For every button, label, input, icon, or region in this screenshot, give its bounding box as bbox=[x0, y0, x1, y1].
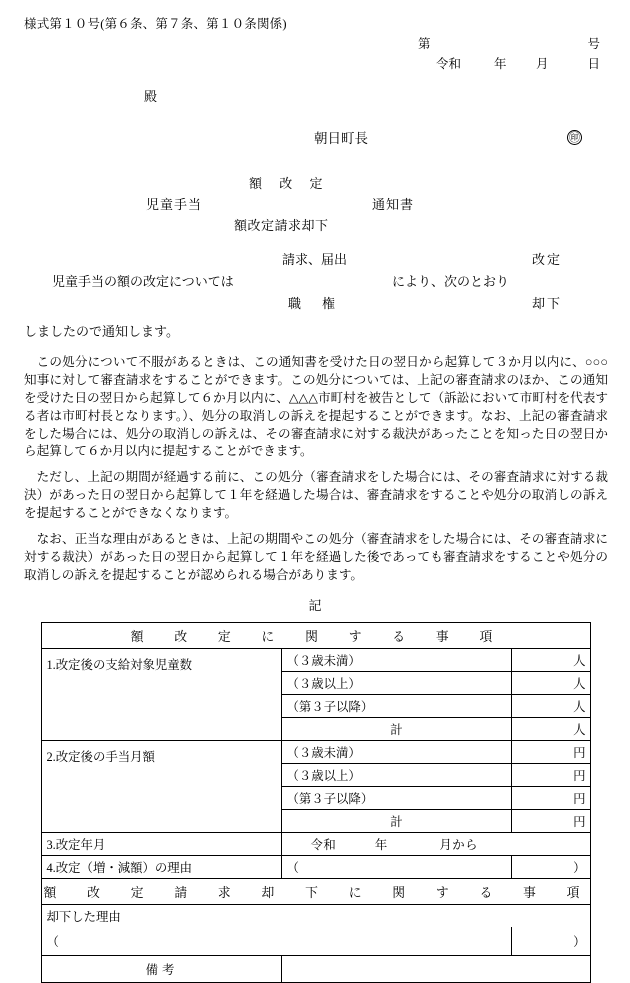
issuer-row bbox=[24, 127, 608, 147]
row6-label: 備考 bbox=[42, 955, 282, 982]
row1-label: 1.改定後の支給対象児童数 bbox=[42, 648, 282, 740]
row2-item-0-name: （３歳未満） bbox=[282, 740, 512, 763]
section1-title: 額 改 定 に 関 す る 事 項 bbox=[42, 622, 590, 648]
row3-label: 3.改定年月 bbox=[42, 832, 282, 855]
addressee: 殿 bbox=[144, 89, 158, 104]
table-row bbox=[42, 622, 590, 648]
table-row bbox=[42, 648, 590, 671]
row2-item-1-name: （３歳以上） bbox=[282, 763, 512, 786]
row2-item-0-unit: 円 bbox=[512, 740, 590, 763]
row4-open-paren: （ bbox=[282, 855, 512, 878]
row2-item-2-unit: 円 bbox=[512, 786, 590, 809]
date-year: 年 bbox=[494, 57, 507, 71]
clause-block bbox=[24, 249, 608, 311]
row5-open-paren: （ bbox=[42, 927, 512, 956]
row1-item-3-unit: 人 bbox=[512, 717, 590, 740]
number-label: 第 bbox=[418, 37, 431, 51]
clause-by: により、次のとおり bbox=[392, 274, 510, 289]
clause-left: 児童手当の額の改定については bbox=[52, 274, 234, 289]
details-table bbox=[41, 622, 590, 983]
row2-label: 2.改定後の手当月額 bbox=[42, 740, 282, 832]
row6-value bbox=[282, 955, 590, 982]
row4-label: 4.改定（増・減額）の理由 bbox=[42, 855, 282, 878]
table-row bbox=[42, 740, 590, 763]
table-row bbox=[42, 878, 590, 904]
seal-icon: ㊞ bbox=[569, 131, 580, 144]
title-right: 通知書 bbox=[372, 197, 415, 212]
row2-item-1-unit: 円 bbox=[512, 763, 590, 786]
table-row bbox=[42, 927, 590, 956]
row1-item-1-unit: 人 bbox=[512, 671, 590, 694]
clause-mid-bottom: 職 権 bbox=[288, 296, 340, 311]
document-title bbox=[24, 173, 608, 235]
date-era: 令和 bbox=[436, 57, 462, 71]
title-mid-top: 額 改 定 bbox=[249, 176, 330, 191]
date-day: 日 bbox=[587, 57, 600, 71]
row1-item-1-name: （３歳以上） bbox=[282, 671, 512, 694]
section2-title: 額 改 定 請 求 却 下 に 関 す る 事 項 bbox=[42, 878, 590, 904]
appeal-paragraph-1: この処分について不服があるときは、この通知書を受けた日の翌日から起算して３か月以内に、○○○知事に対して審査請求をすることができます。この処分については、上記の審査請求のほか、この通知を受けた日の翌日から起算して６か月以内に、△△△市町村を被告として（訴訟において市町村を代表する者は市町村長となります。）、処分の取消しの訴えを提起することができます。なお、上記の審査請求をした場合には、処分の取消しの訴えは、その審査請求に対する裁決があったことを知った日の翌日から起算して６か月以内に提起することができます。 bbox=[24, 355, 608, 459]
document-number-row bbox=[24, 34, 608, 52]
table-row bbox=[42, 904, 590, 927]
number-suffix: 号 bbox=[587, 37, 600, 51]
clause-mid-top: 請求、届出 bbox=[282, 252, 348, 267]
row5-close-paren: ） bbox=[512, 927, 590, 956]
row2-item-3-unit: 円 bbox=[512, 809, 590, 832]
row1-item-2-unit: 人 bbox=[512, 694, 590, 717]
notify-line: しましたので通知します。 bbox=[24, 324, 179, 339]
date-month: 月 bbox=[536, 57, 549, 71]
ki-marker: 記 bbox=[308, 597, 324, 613]
row1-item-0-unit: 人 bbox=[512, 648, 590, 671]
appeal-paragraph-2: ただし、上記の期間が経過する前に、この処分（審査請求をした場合には、その審査請求に対する裁決）があった日の翌日から起算して１年を経過した場合は、審査請求をすることや処分の取消しの訴えを提起することができなくなります。 bbox=[24, 470, 608, 520]
appeal-paragraph-3: なお、正当な理由があるときは、上記の期間やこの処分（審査請求をした場合には、その審査請求に対する裁決）があった日の翌日から起算して１年を経過した後であっても審査請求をすることや処分の取消しの訴えを提起することが認められる場合があります。 bbox=[24, 531, 609, 582]
row3-value: 令和 年 月から bbox=[282, 832, 590, 855]
table-row bbox=[42, 832, 590, 855]
row2-item-2-name: （第３子以降） bbox=[282, 786, 512, 809]
row2-item-3-name: 計 bbox=[282, 809, 512, 832]
row1-item-2-name: （第３子以降） bbox=[282, 694, 512, 717]
title-mid-bottom: 額改定請求却下 bbox=[234, 218, 329, 233]
clause-right-top: 改定 bbox=[532, 252, 563, 267]
table-row bbox=[42, 955, 590, 982]
table-row bbox=[42, 855, 590, 878]
row1-item-0-name: （３歳未満） bbox=[282, 648, 512, 671]
document-date-row bbox=[24, 54, 608, 72]
row4-close-paren: ） bbox=[512, 855, 590, 878]
row1-item-3-name: 計 bbox=[282, 717, 512, 740]
title-left: 児童手当 bbox=[146, 197, 203, 212]
form-number: 様式第１０号(第６条、第７条、第１０条関係) bbox=[24, 17, 287, 31]
row5-label: 却下した理由 bbox=[42, 904, 590, 927]
clause-right-bottom: 却下 bbox=[532, 296, 563, 311]
issuer-name: 朝日町長 bbox=[314, 131, 368, 146]
